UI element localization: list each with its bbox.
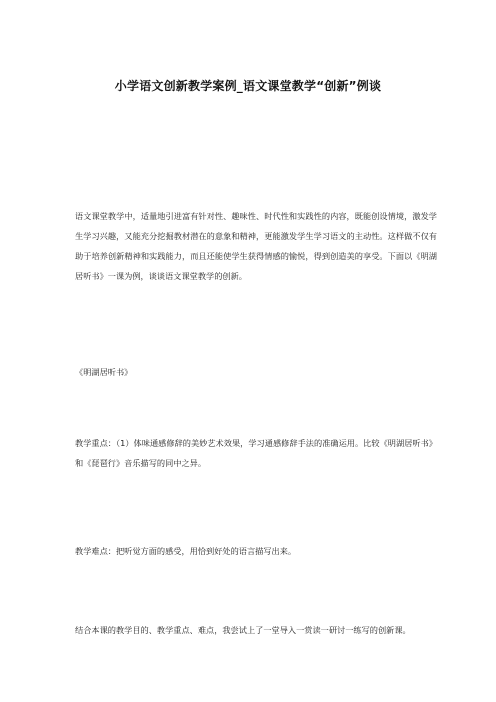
paragraph-lesson-title: 《明湖居听书》 — [75, 367, 133, 377]
paragraph-lesson-structure: 结合本课的教学目的、教学重点、难点，我尝试上了一堂导入一赏读一研讨一练写的创新课。 — [75, 625, 411, 635]
paragraph-teaching-difficulty: 教学难点：把听觉方面的感受，用恰到好处的语言描写出来。 — [75, 546, 297, 556]
paragraph-intro: 语文课堂教学中，适量地引进富有针对性、趣味性、时代性和实践性的内容，既能创设情境，激发学生学习兴趣，又能充分挖掘教材潜在的意象和精神，更能激发学生学习语文的主动性。这样做不仅有助于培养创新精神和实践能力，而且还能使学生获得情感的愉悦，得到创造美的享受。下面以《明湖居听书》一课为例，谈谈语文课堂教学的创新。 — [75, 211, 437, 281]
paragraph-teaching-focus: 教学重点：（1）体味通感修辞的美妙艺术效果，学习通感修辞手法的准确运用。比较《明湖居听书》和《琵琶行》音乐描写的同中之异。 — [75, 438, 437, 468]
document-title: 小学语文创新教学案例_语文课堂教学“创新”例谈 — [114, 79, 382, 93]
